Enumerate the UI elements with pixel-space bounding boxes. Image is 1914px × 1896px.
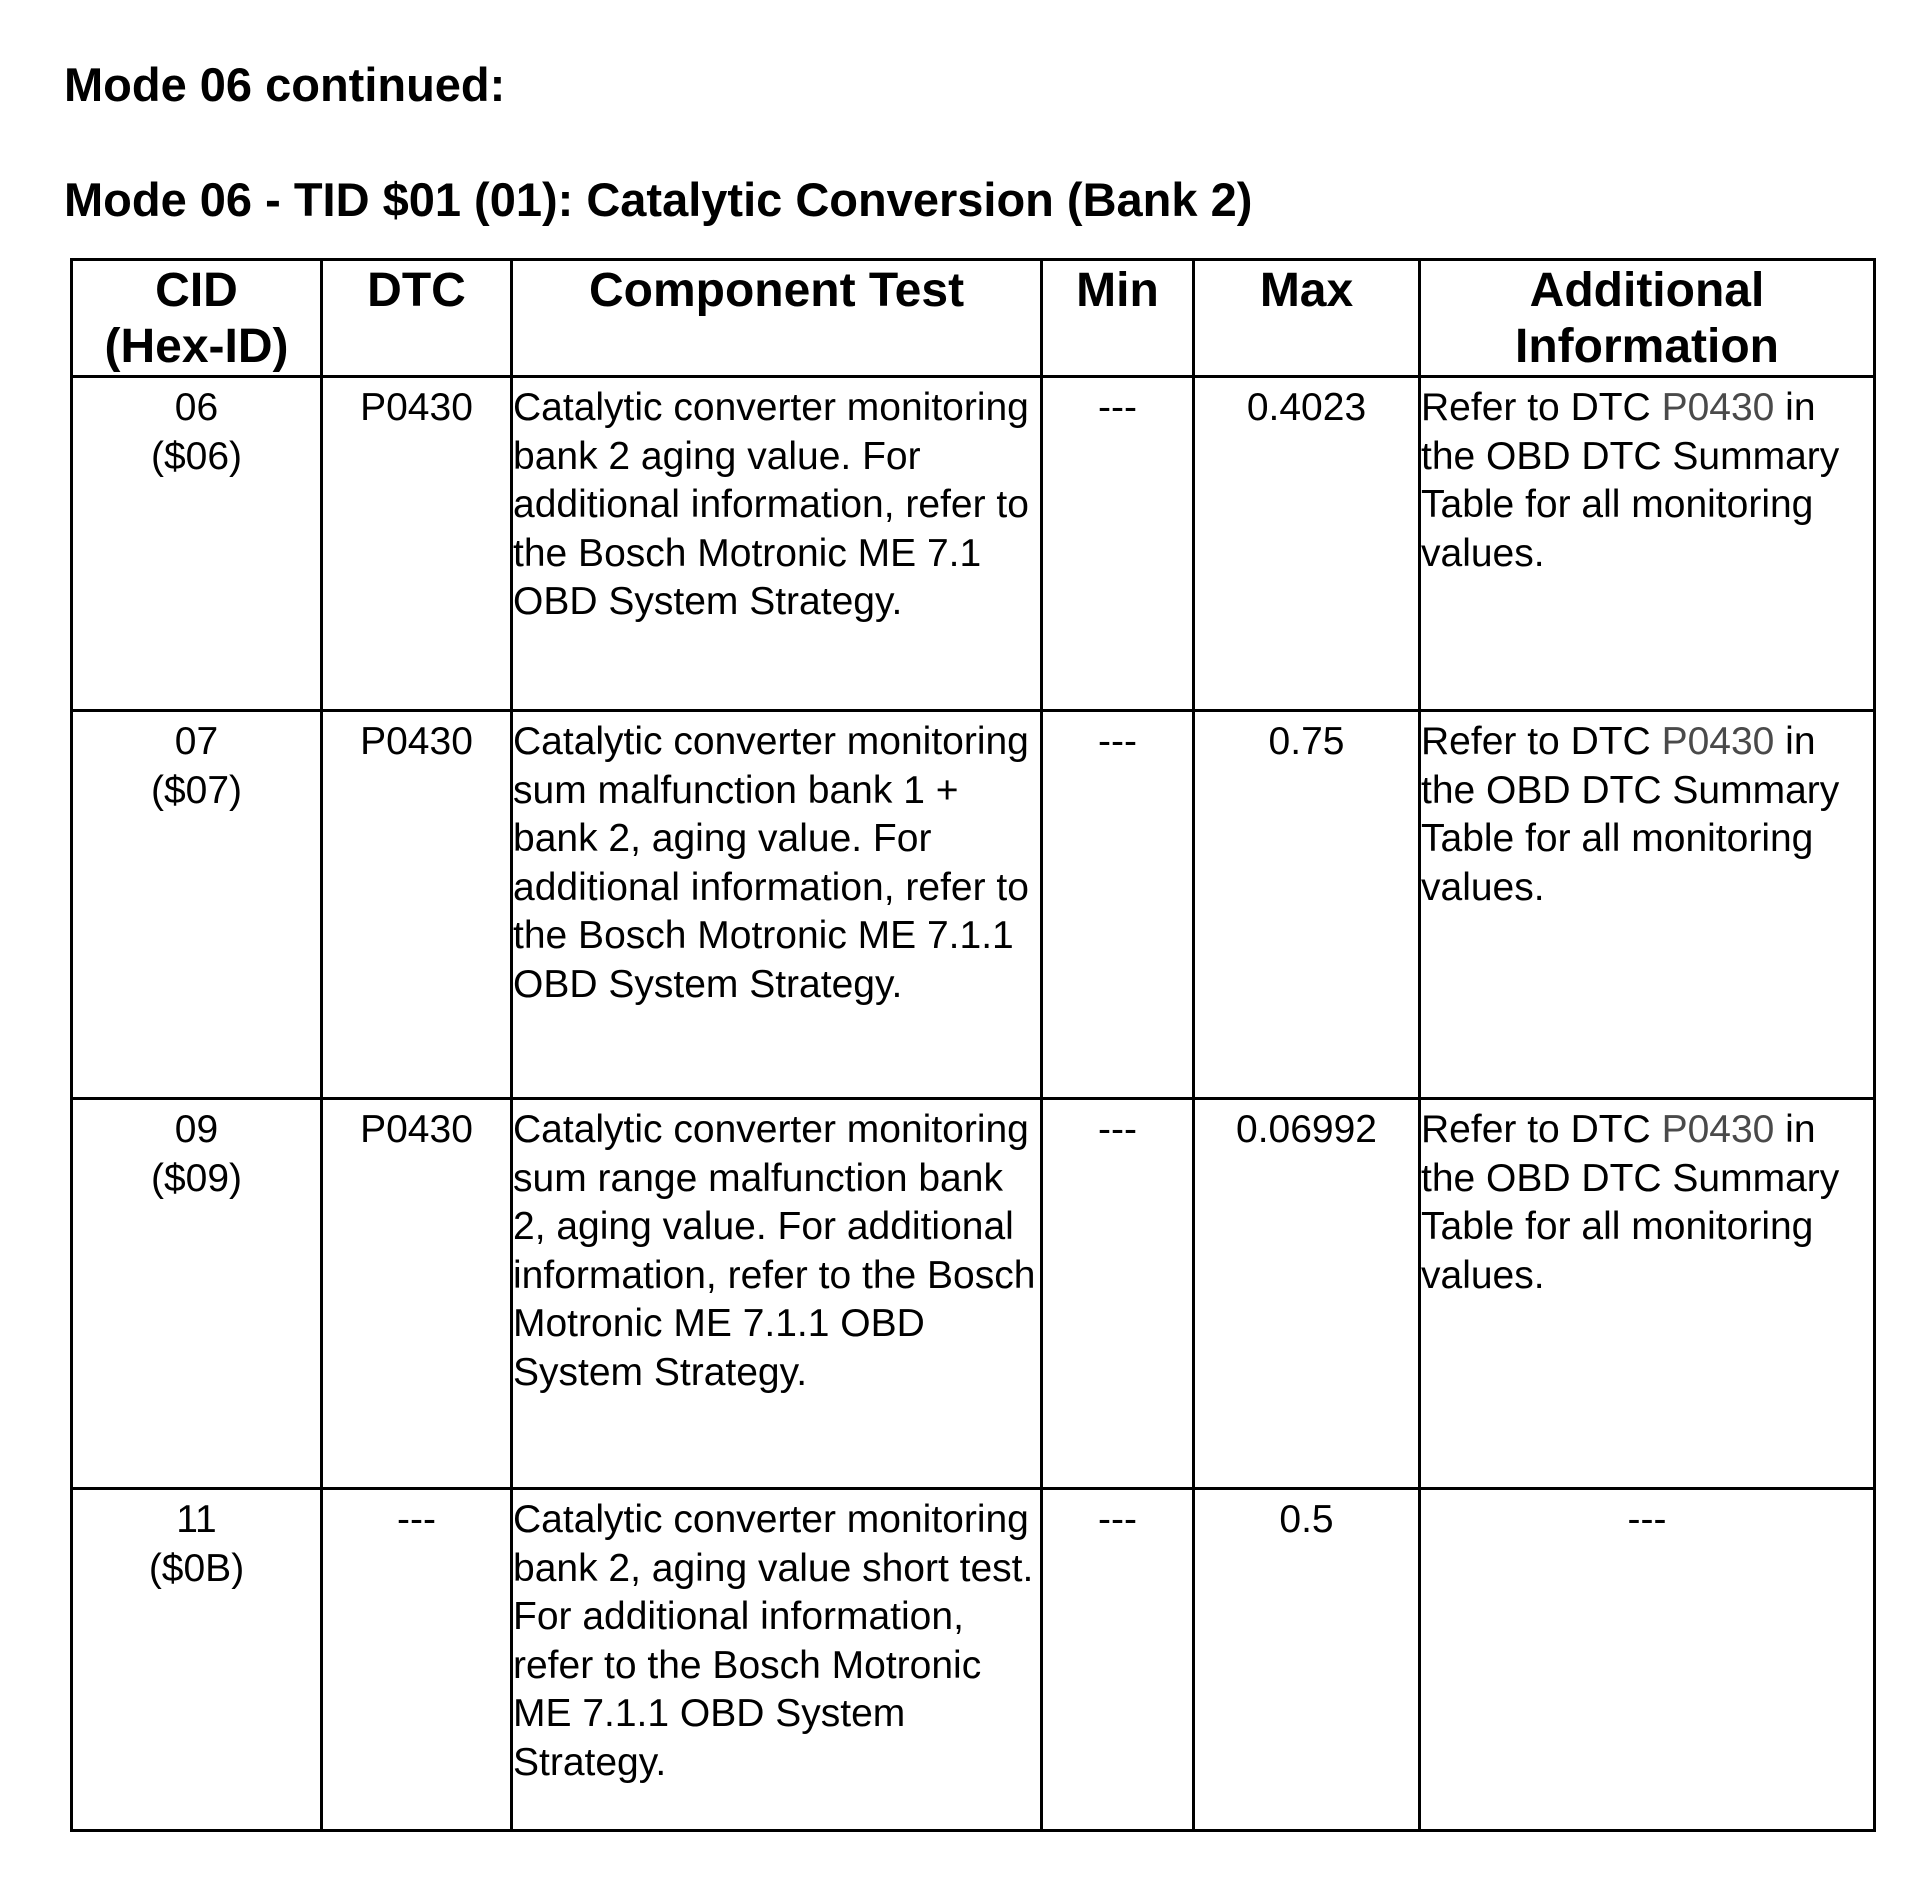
header-cid: CID (Hex-ID) [72, 260, 322, 377]
cell-dtc: P0430 [322, 711, 512, 1099]
header-min: Min [1042, 260, 1194, 377]
cell-component-test: Catalytic converter monitoring bank 2 aging value. For additional information, refer to the Bosch Motronic ME 7.1 OBD System Strategy. [512, 377, 1042, 711]
cell-additional-information: Refer to DTC P0430 in the OBD DTC Summary Table for all monitoring values. [1420, 711, 1875, 1099]
table-row [72, 377, 1875, 711]
cell-dtc: --- [322, 1489, 512, 1831]
cell-cid: 11 ($0B) [72, 1489, 322, 1831]
cell-dtc: P0430 [322, 377, 512, 711]
mode06-table [70, 258, 1876, 1832]
cell-max: 0.06992 [1194, 1099, 1420, 1489]
cell-additional-information: Refer to DTC P0430 in the OBD DTC Summary Table for all monitoring values. [1420, 377, 1875, 711]
header-dtc: DTC [322, 260, 512, 377]
header-additional-information: Additional Information [1420, 260, 1875, 377]
cell-dtc: P0430 [322, 1099, 512, 1489]
cell-component-test: Catalytic converter monitoring bank 2, aging value short test. For additional information, refer to the Bosch Motronic ME 7.1.1 OBD System Strategy. [512, 1489, 1042, 1831]
cell-component-test: Catalytic converter monitoring sum range malfunction bank 2, aging value. For additional information, refer to the Bosch Motronic ME 7.1.1 OBD System Strategy. [512, 1099, 1042, 1489]
cell-max: 0.5 [1194, 1489, 1420, 1831]
cell-max: 0.75 [1194, 711, 1420, 1099]
dtc-link[interactable]: P0430 [1661, 1108, 1775, 1151]
cell-max: 0.4023 [1194, 377, 1420, 711]
section-title-heading: Mode 06 - TID $01 (01): Catalytic Conversion (Bank 2) [64, 173, 1253, 226]
cell-min: --- [1042, 1099, 1194, 1489]
cell-additional-information: --- [1420, 1489, 1875, 1831]
header-max: Max [1194, 260, 1420, 377]
section-continued-heading: Mode 06 continued: [64, 58, 506, 111]
cell-cid: 06 ($06) [72, 377, 322, 711]
table-row [72, 1099, 1875, 1489]
cell-min: --- [1042, 377, 1194, 711]
table-row [72, 711, 1875, 1099]
cell-min: --- [1042, 1489, 1194, 1831]
table-row [72, 1489, 1875, 1831]
header-component-test: Component Test [512, 260, 1042, 377]
cell-min: --- [1042, 711, 1194, 1099]
cell-cid: 07 ($07) [72, 711, 322, 1099]
cell-cid: 09 ($09) [72, 1099, 322, 1489]
dtc-link[interactable]: P0430 [1661, 386, 1775, 429]
cell-component-test: Catalytic converter monitoring sum malfunction bank 1 + bank 2, aging value. For additional information, refer to the Bosch Motronic ME 7.1.1 OBD System Strategy. [512, 711, 1042, 1099]
cell-additional-information: Refer to DTC P0430 in the OBD DTC Summary Table for all monitoring values. [1420, 1099, 1875, 1489]
table-header-row [72, 260, 1875, 377]
dtc-link[interactable]: P0430 [1661, 720, 1775, 763]
